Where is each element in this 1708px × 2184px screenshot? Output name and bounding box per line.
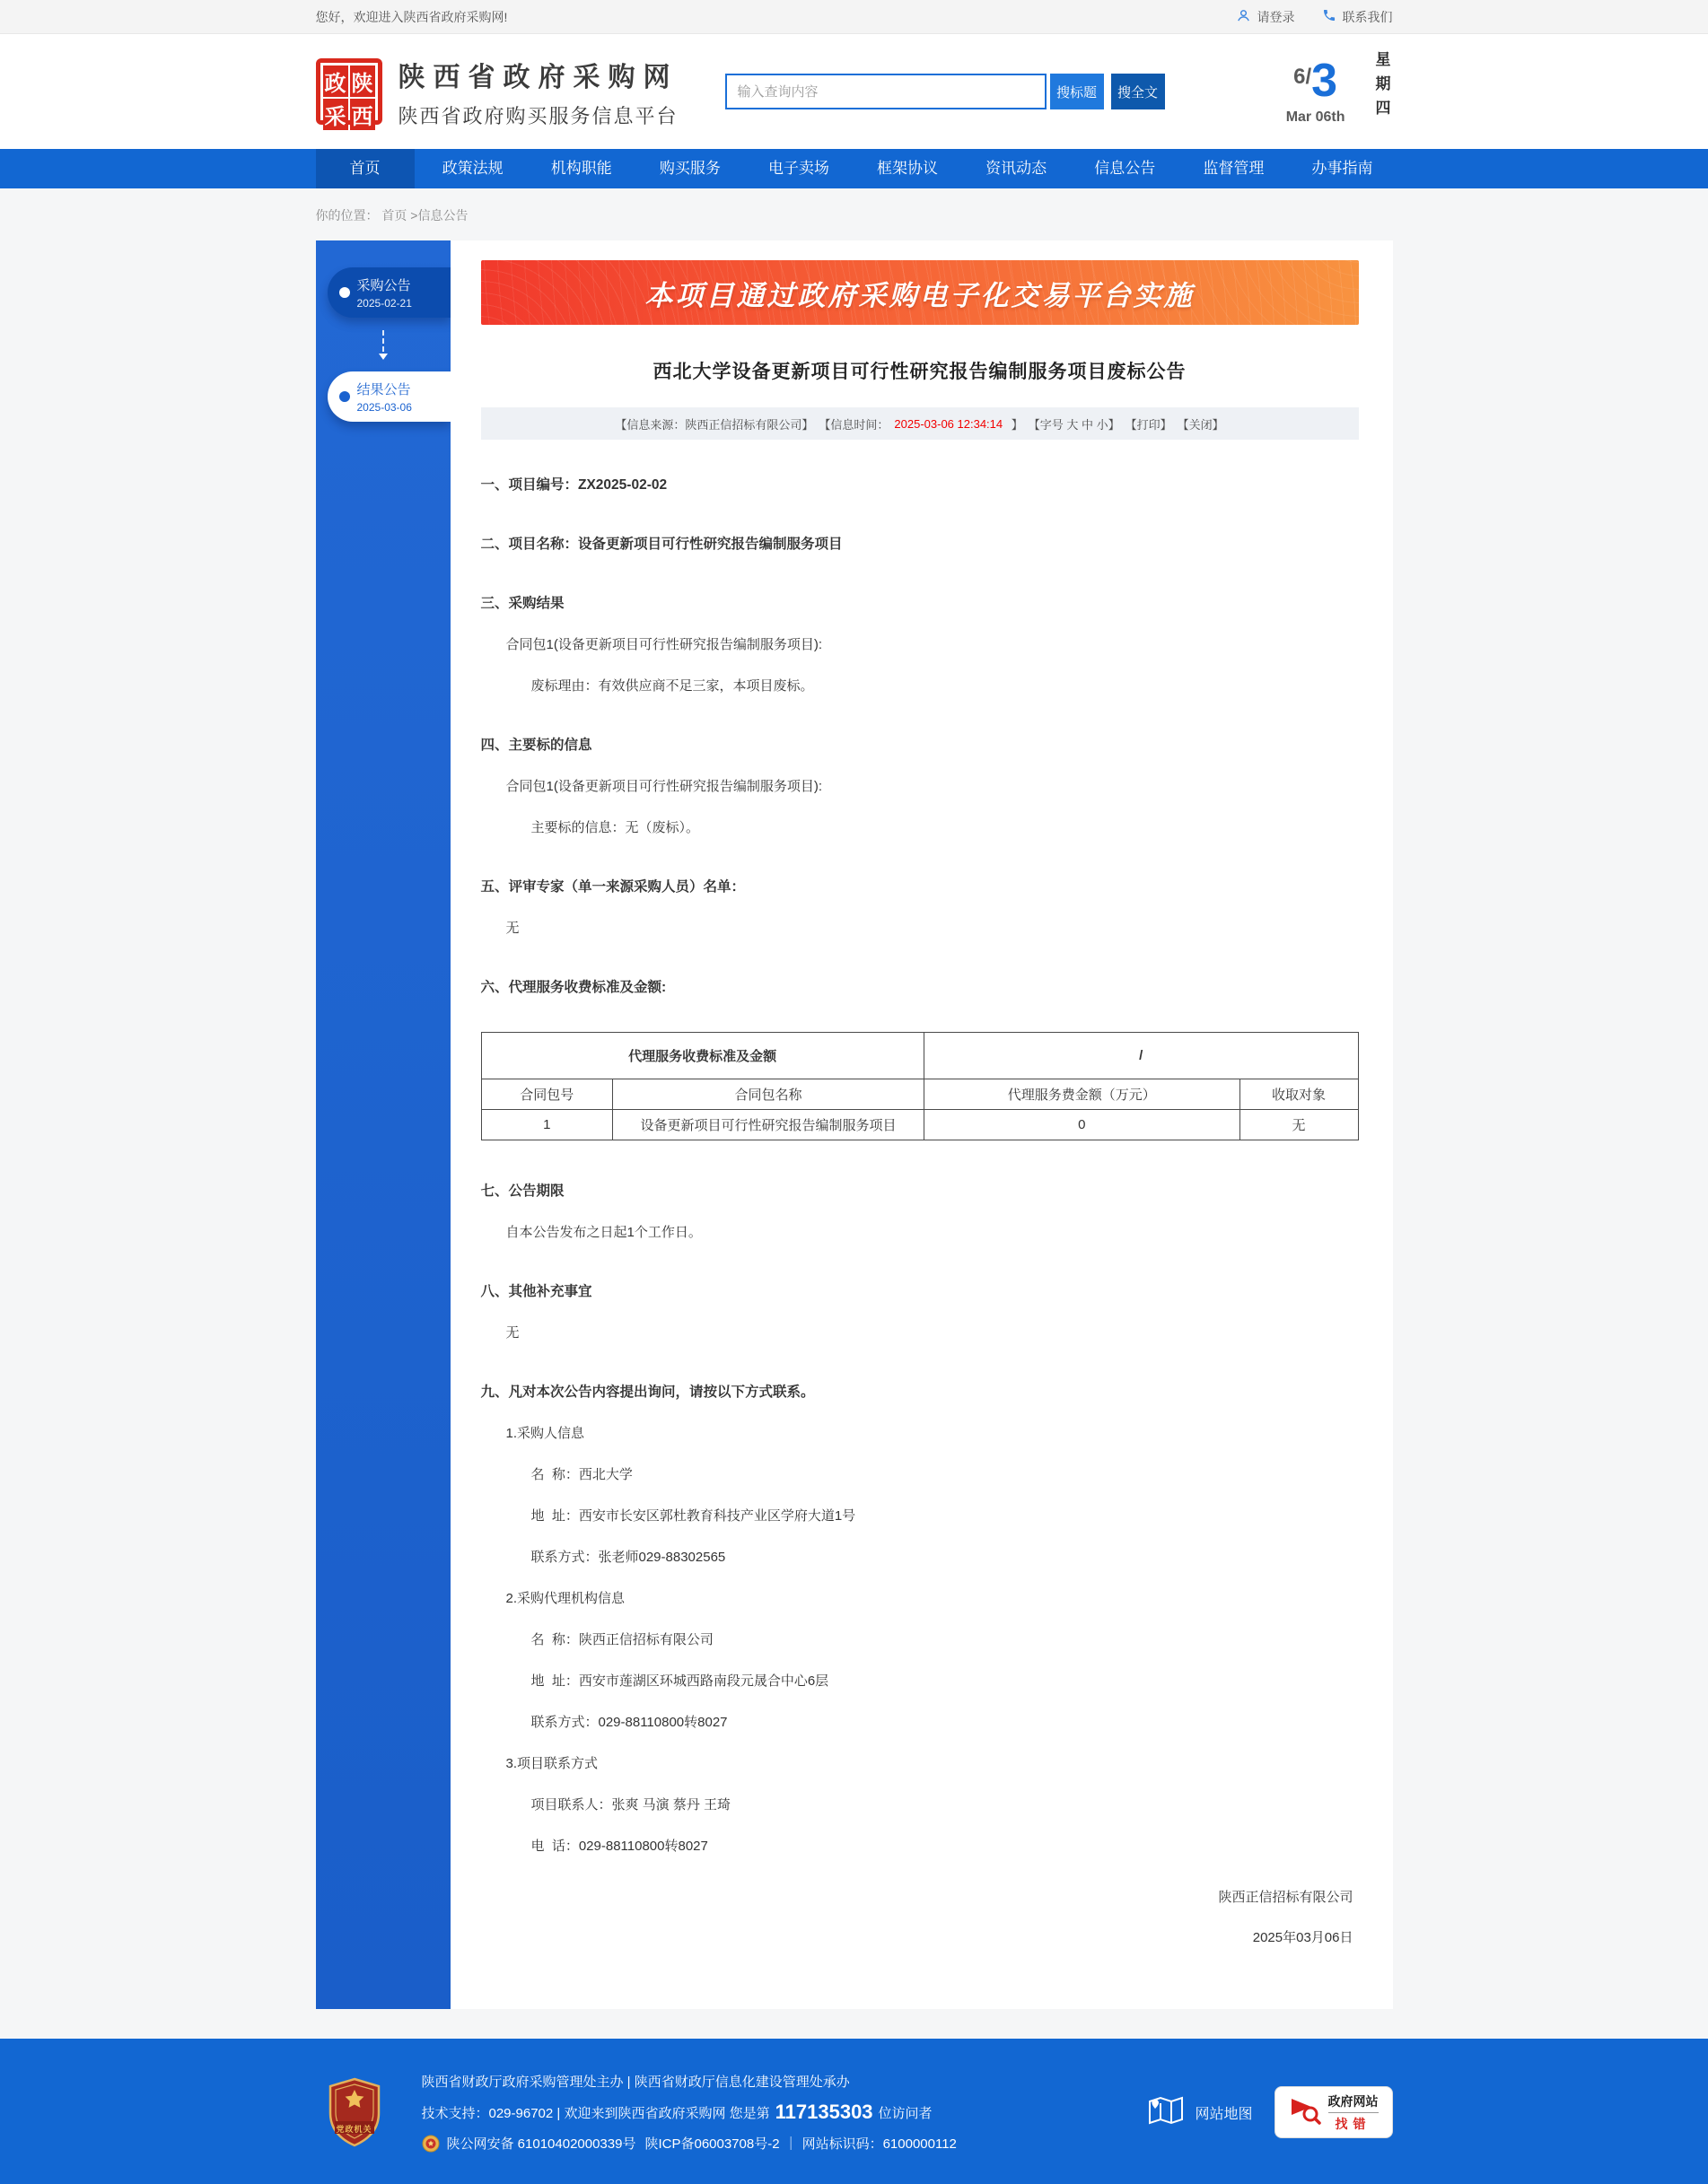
close-button[interactable]: 【关闭】 [1177,417,1224,432]
sidebar-item-0[interactable]: 采购公告 2025-02-21 [328,267,451,318]
breadcrumb-row [316,188,1393,240]
finderr-subtitle: 找错 [1335,2118,1371,2132]
signature-date: 2025年03月06日 [1252,1930,1353,1945]
article-text-line: 联系方式：029-88110800转8027 [530,1715,728,1730]
bullet-dot-icon [339,391,350,402]
sidebar [316,240,451,2009]
nav-item-2[interactable]: 机构职能 [550,160,612,177]
date-widget [1286,51,1393,132]
nav-item-6[interactable]: 资讯动态 [985,160,1047,177]
fee-table-cell: 0 [924,1110,1239,1140]
article-text-line: 电 话：029-88110800转8027 [530,1839,708,1854]
fee-table-cell: 无 [1239,1110,1358,1140]
gov-site-error-report-badge[interactable] [1274,2086,1393,2138]
article-section-heading: 九、凡对本次公告内容提出询问，请按以下方式联系。 [480,1385,815,1400]
welcome-message: 您好，欢迎进入陕西省政府采购网! [315,9,508,24]
date-weekday: 星期四 [1372,51,1390,124]
finderr-title: 政府网站 [1328,2092,1379,2113]
contact-us-link[interactable]: 联系我们 [1322,8,1393,26]
nav-item-0[interactable]: 首页 [316,149,415,188]
fee-table-merged-header: / [924,1033,1358,1079]
nav-item-5[interactable]: 框架协议 [877,160,939,177]
info-source: 【信息来源：陕西正信招标有限公司】 [615,417,814,432]
footer-support-line: 技术支持：029-96702 | 欢迎来到陕西省政府采购网 您是第 117135303 位访问者 [421,2101,933,2123]
fee-table-column-header: 合同包号 [481,1079,613,1110]
article-text-line: 地 址：西安市莲湖区环城西路南段元晟合中心6层 [530,1673,829,1689]
nav-item-3[interactable]: 购买服务 [659,160,721,177]
nav-item-8[interactable]: 监督管理 [1203,160,1265,177]
signature-company: 陕西正信招标有限公司 [1218,1890,1353,1905]
icp-link[interactable]: 陕ICP备06003708号-2 [644,2136,780,2152]
brand-block [399,55,679,129]
article-section-heading: 五、评审专家（单一来源采购人员）名单： [480,879,746,895]
article-meta-bar [481,407,1359,440]
breadcrumb [316,208,469,223]
footer-beian-line: 陕公网安备 61010402000339号 陕ICP备06003708号-2 ｜ 网站标识码：6100000112 [422,2134,957,2153]
announcement-title: 西北大学设备更新项目可行性研究报告编制服务项目废标公告 [653,362,1187,382]
phone-icon [1322,8,1336,25]
topbar [0,0,1708,34]
date-day: 3 [1311,55,1338,107]
breadcrumb-home-link[interactable]: 首页 [381,208,407,223]
article-text-line: 无 [505,1325,520,1341]
sitemap-link[interactable]: 网站地图 [1148,2094,1252,2131]
fee-table [481,1032,1359,1140]
fee-table-column-header: 收取对象 [1239,1079,1358,1110]
nav-item-9[interactable]: 办事指南 [1311,160,1373,177]
sidebar-flow-arrow-icon [316,325,451,364]
article-section-heading: 六、代理服务收费标准及金额: [480,980,667,995]
breadcrumb-current: 信息公告 [417,208,469,223]
footer-text-block [422,2062,957,2162]
site-code: 网站标识码：6100000112 [801,2136,957,2152]
search-input[interactable] [725,74,1047,109]
login-link[interactable]: 请登录 [1236,8,1295,26]
article-text-line: 自本公告发布之日起1个工作日。 [505,1225,702,1240]
fee-table-cell: 1 [481,1110,613,1140]
date-month: 6/ [1293,65,1312,89]
article-text-line: 名 称：陕西正信招标有限公司 [530,1632,714,1647]
article-text-line: 合同包1(设备更新项目可行性研究报告编制服务项目): [505,637,823,652]
beian-link[interactable]: 陕公网安备 61010402000339号 [446,2136,636,2152]
article-text-line: 2.采购代理机构信息 [505,1591,626,1606]
article-text-line: 合同包1(设备更新项目可行性研究报告编制服务项目): [505,779,823,794]
article-section-heading: 四、主要标的信息 [480,738,592,753]
article-text-line: 名 称：西北大学 [530,1467,633,1482]
police-badge-icon [422,2135,440,2153]
fee-table-column-header: 合同包名称 [613,1079,924,1110]
info-time-value: 2025-03-06 12:34:14 [894,416,1003,431]
article-section-heading: 七、公告期限 [480,1184,565,1199]
info-time-label: 【信息时间： [819,417,889,432]
article-text-line: 3.项目联系方式 [505,1756,599,1771]
map-icon [1148,2094,1184,2131]
article-text-line: 无 [505,921,520,936]
footer-organizer-line: 陕西省财政厅政府采购管理处主办 | 陕西省财政厅信息化建设管理处承办 [421,2075,850,2090]
party-gov-label: 党政机关 [336,2125,372,2134]
find-error-icon [1289,2094,1321,2131]
article-text-line: 主要标的信息：无（废标）。 [530,820,700,835]
visitor-count: 117135303 [775,2101,873,2123]
site-footer [0,2039,1708,2184]
article-text-line: 联系方式：张老师029-88302565 [530,1550,726,1565]
article-section-heading: 一、项目编号：ZX2025-02-02 [480,477,668,493]
site-header [0,34,1708,149]
main-nav-bar [0,149,1708,188]
main-nav [316,149,1393,188]
announcement-article [451,240,1393,2009]
article-text-line: 项目联系人：张爽 马演 蔡丹 王琦 [530,1797,731,1813]
site-subtitle: 陕西省政府购买服务信息平台 [398,104,679,127]
nav-item-7[interactable]: 信息公告 [1094,160,1156,177]
breadcrumb-label: 你的位置： [315,208,379,223]
sidebar-item-1[interactable]: 结果公告 2025-03-06 [328,371,451,422]
sidebar-items [316,267,451,422]
fee-table-column-header: 代理服务费金额（万元） [924,1079,1239,1110]
article-section-heading: 八、其他补充事宜 [480,1284,592,1299]
search-title-button[interactable]: 搜标题 [1050,74,1104,109]
font-size-control[interactable]: 【字号 大 中 小】 [1028,417,1120,432]
signature-block [481,1887,1359,1946]
article-section-heading: 二、项目名称：设备更新项目可行性研究报告编制服务项目 [480,537,843,552]
article-section-heading: 三、采购结果 [480,596,565,611]
logo-stamp-icon: 政 陕 采 西 [320,63,378,120]
search-fulltext-button[interactable]: 搜全文 [1111,74,1165,109]
nav-item-4[interactable]: 电子卖场 [767,160,829,177]
search-bar [725,74,1165,109]
party-gov-shield-icon [327,2077,382,2147]
date-english: Mar 06th [1285,109,1345,125]
nav-item-1[interactable]: 政策法规 [442,160,504,177]
site-title: 陕西省政府采购网 [398,62,679,92]
article-text-line: 废标理由：有效供应商不足三家，本项目废标。 [530,678,814,694]
bullet-dot-icon [339,287,350,298]
article-body [481,474,1359,1855]
site-logo[interactable] [316,58,382,129]
article-text-line: 1.采购人信息 [505,1426,585,1441]
fee-table-merged-header: 代理服务收费标准及金额 [481,1033,924,1079]
breadcrumb-separator: > [410,208,418,223]
platform-banner: 本项目通过政府采购电子化交易平台实施 [481,260,1359,325]
print-button[interactable]: 【打印】 [1125,417,1172,432]
article-text-line: 地 址：西安市长安区郭杜教育科技产业区学府大道1号 [530,1508,856,1524]
fee-table-cell: 设备更新项目可行性研究报告编制服务项目 [613,1110,924,1140]
user-icon [1236,8,1251,26]
main-content [316,240,1393,2009]
info-time-close: 】 [1008,417,1023,432]
